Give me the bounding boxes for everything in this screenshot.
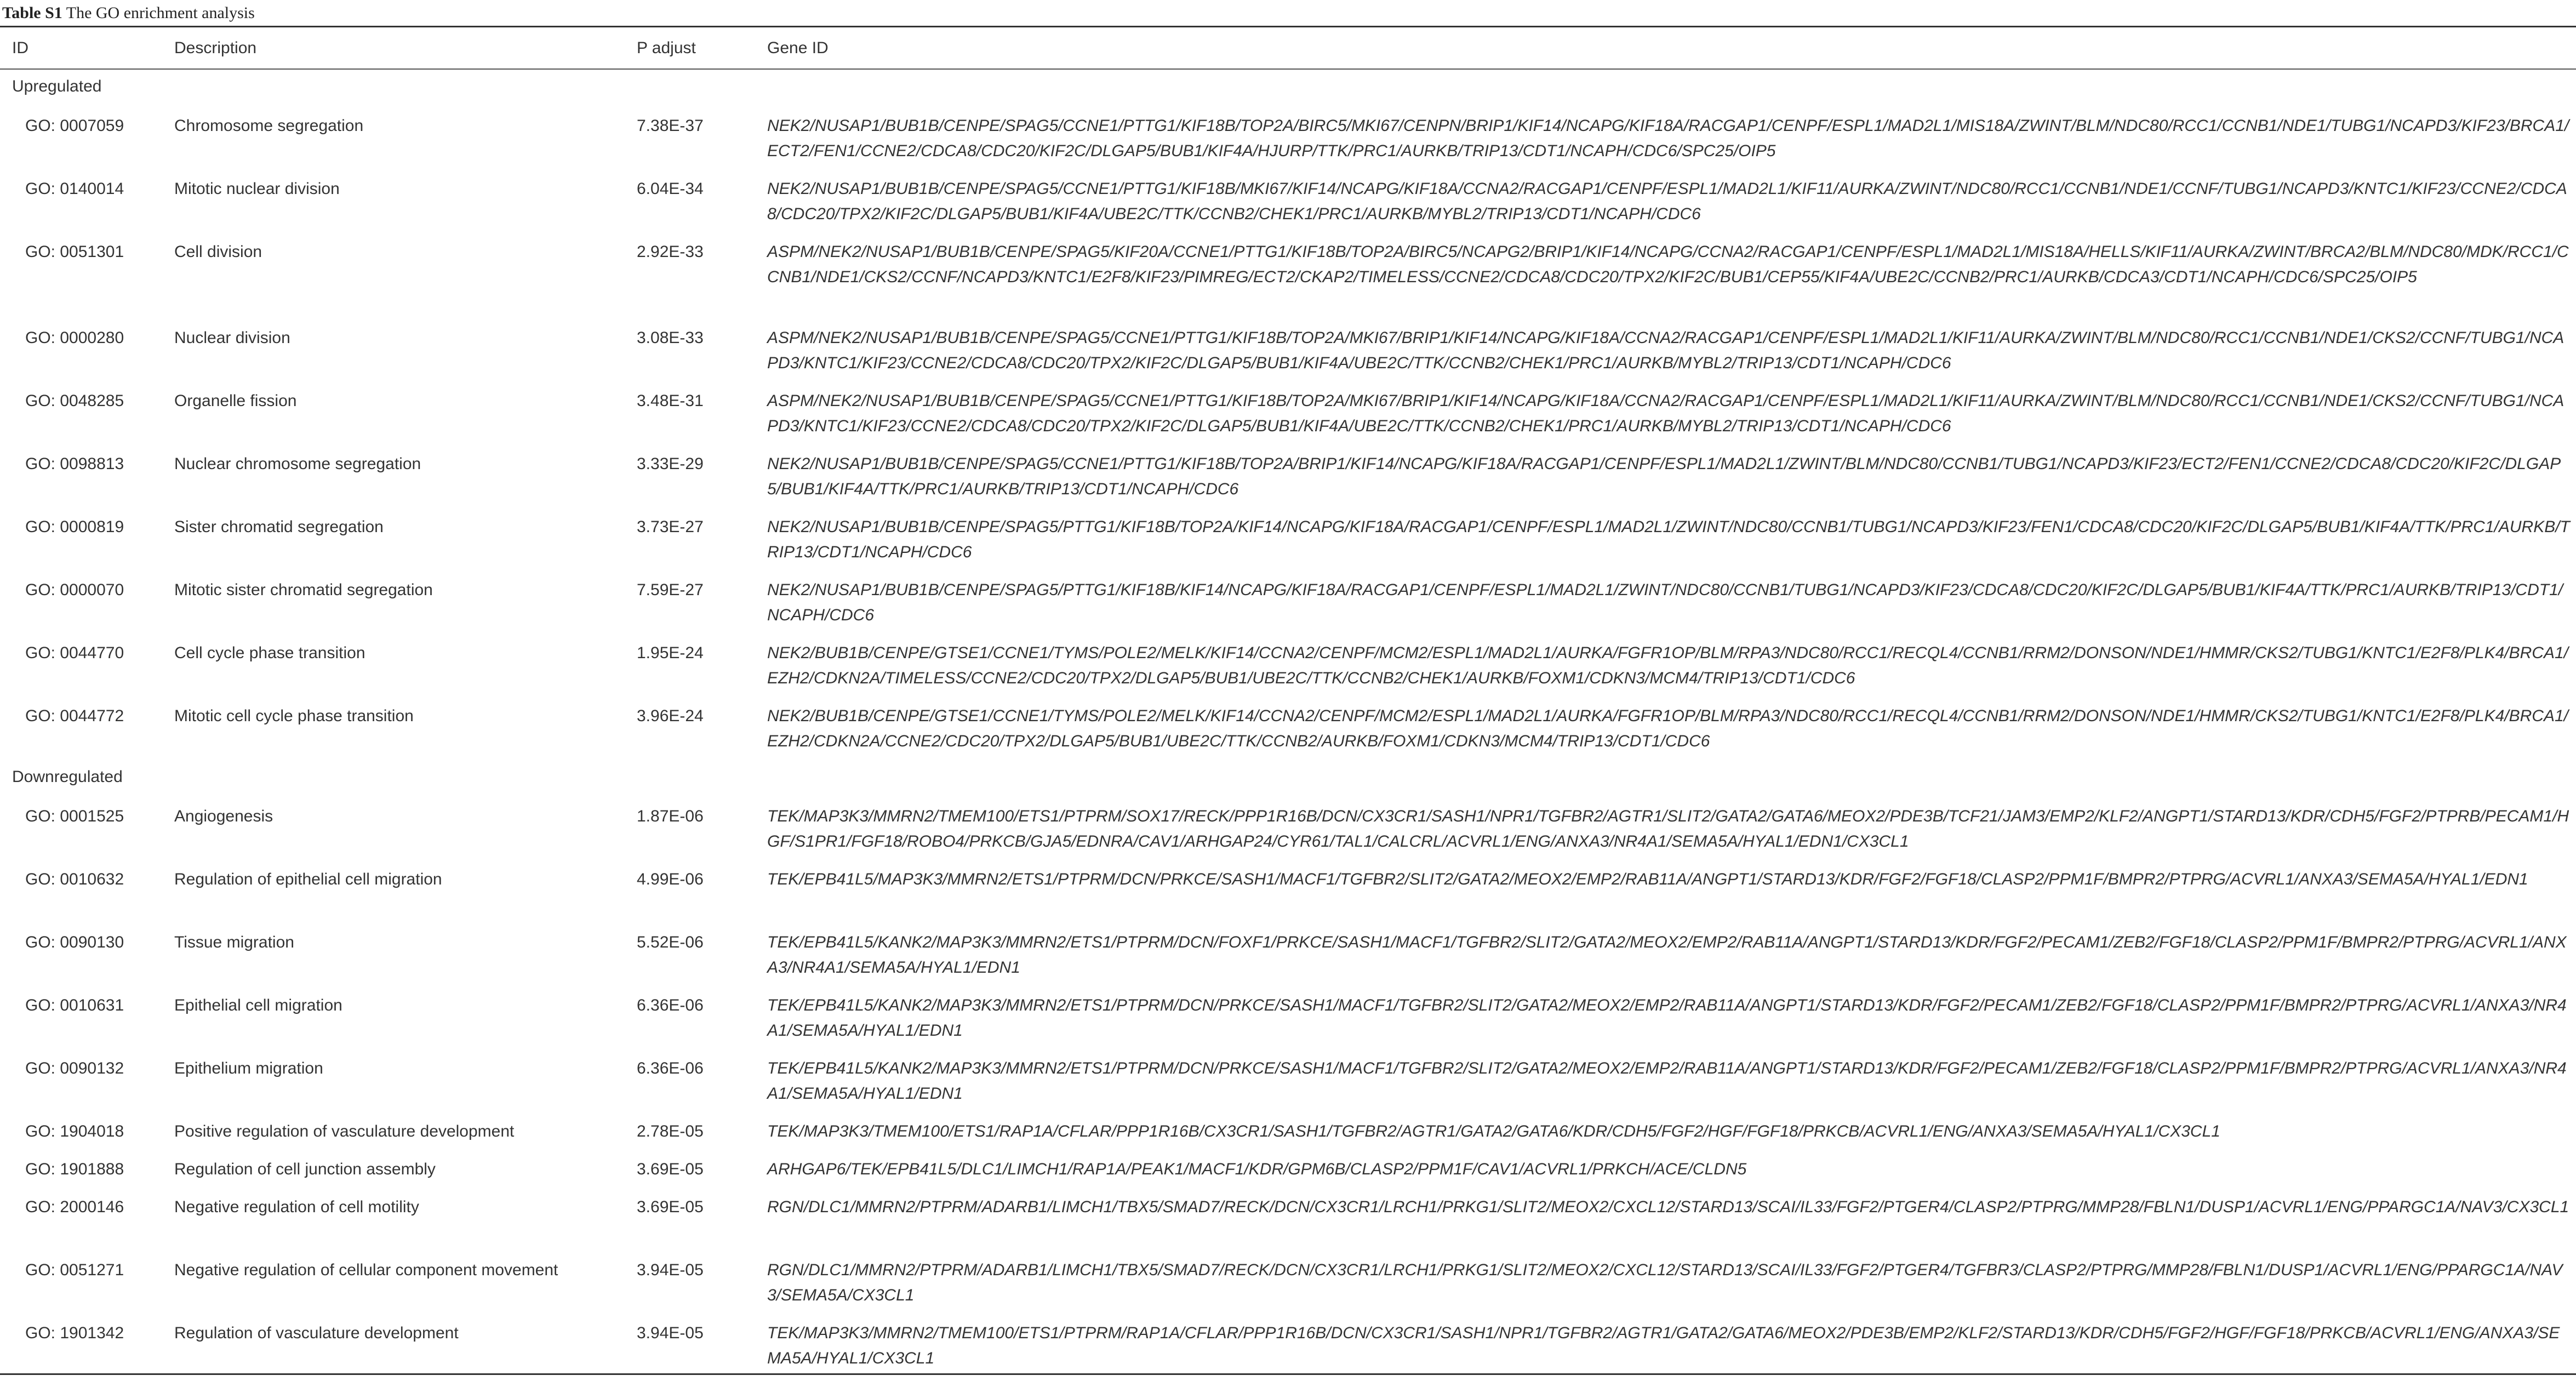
column-header-p-adjust: P adjust xyxy=(637,39,696,57)
go-id-cell: GO: 0010632 xyxy=(25,870,124,888)
gene-id-cell: TEK/MAP3K3/MMRN2/TMEM100/ETS1/PTPRM/SOX17/RECK/PPP1R16B/DCN/CX3CR1/SASH1/NPR1/TGFBR2/AGTR1/SLIT2/GATA2/GATA6/MEOX2/PDE3B/TCF21/JAM3/EMP2/KLF2/ANGPT1/STARD13/KDR/CDH5/FGF2/PTPRB/PECAM1/HGF/S1PR1/FGF18/ROBO4/PRKCB/GJA5/EDNRA/CAV1/ARHGAP24/CYR61/TAL1/CALCRL/ACVRL1/ENG/ANXA3/NR4A1/SEMA5A/HYAL1/EDN1/CX3CL1 xyxy=(767,807,2569,851)
p-adjust-cell: 1.95E-24 xyxy=(637,644,704,662)
description-cell: Cell cycle phase transition xyxy=(174,644,365,662)
description-cell: Regulation of cell junction assembly xyxy=(174,1160,436,1178)
description-cell: Cell division xyxy=(174,243,262,261)
p-adjust-cell: 6.04E-34 xyxy=(637,180,704,198)
p-adjust-cell: 3.94E-05 xyxy=(637,1324,704,1342)
header-rule xyxy=(0,69,2576,70)
gene-id-cell: NEK2/BUB1B/CENPE/GTSE1/CCNE1/TYMS/POLE2/MELK/KIF14/CCNA2/CENPF/MCM2/ESPL1/MAD2L1/AURKA/FGFR1OP/BLM/RPA3/NDC80/RCC1/RECQL4/CCNB1/RRM2/DONSON/NDE1/HMMR/CKS2/TUBG1/KNTC1/E2F8/PLK4/BRCA1/EZH2/CDKN2A/CCNE2/CDC20/TPX2/DLGAP5/BUB1/UBE2C/TTK/CCNB2/AURKB/FOXM1/CDKN3/MCM4/TRIP13/CDT1/CDC6 xyxy=(767,707,2569,750)
description-cell: Mitotic nuclear division xyxy=(174,180,340,198)
go-id-cell: GO: 1901342 xyxy=(25,1324,124,1342)
gene-id-cell: NEK2/NUSAP1/BUB1B/CENPE/SPAG5/CCNE1/PTTG1/KIF18B/TOP2A/BRIP1/KIF14/NCAPG/KIF18A/RACGAP1/CENPF/ESPL1/MAD2L1/ZWINT/BLM/NDC80/CCNB1/TUBG1/NCAPD3/KIF23/ECT2/FEN1/CCNE2/CDCA8/CDC20/KIF2C/DLGAP5/BUB1/KIF4A/TTK/PRC1/AURKB/TRIP13/CDT1/NCAPH/CDC6 xyxy=(767,455,2561,498)
p-adjust-cell: 4.99E-06 xyxy=(637,870,704,888)
description-cell: Epithelial cell migration xyxy=(174,996,342,1014)
description-cell: Mitotic cell cycle phase transition xyxy=(174,707,414,725)
p-adjust-cell: 6.36E-06 xyxy=(637,1059,704,1077)
go-id-cell: GO: 0051301 xyxy=(25,243,124,261)
go-id-cell: GO: 1901888 xyxy=(25,1160,124,1178)
gene-id-cell: ASPM/NEK2/NUSAP1/BUB1B/CENPE/SPAG5/CCNE1/PTTG1/KIF18B/TOP2A/MKI67/BRIP1/KIF14/NCAPG/KIF18A/CCNA2/RACGAP1/CENPF/ESPL1/MAD2L1/KIF11/AURKA/ZWINT/BLM/NDC80/RCC1/CCNB1/NDE1/CKS2/CCNF/TUBG1/NCAPD3/KNTC1/KIF23/CCNE2/CDCA8/CDC20/TPX2/KIF2C/DLGAP5/BUB1/KIF4A/UBE2C/TTK/CCNB2/CHEK1/PRC1/AURKB/MYBL2/TRIP13/CDT1/NCAPH/CDC6 xyxy=(767,392,2564,435)
top-rule xyxy=(0,26,2576,27)
description-cell: Mitotic sister chromatid segregation xyxy=(174,581,433,599)
description-cell: Epithelium migration xyxy=(174,1059,323,1077)
gene-id-cell: RGN/DLC1/MMRN2/PTPRM/ADARB1/LIMCH1/TBX5/SMAD7/RECK/DCN/CX3CR1/LRCH1/PRKG1/SLIT2/MEOX2/CXCL12/STARD13/SCAI/IL33/FGF2/PTGER4/TGFBR3/CLASP2/PTPRG/MMP28/FBLN1/DUSP1/ACVRL1/ENG/PPARGC1A/NAV3/SEMA5A/CX3CL1 xyxy=(767,1261,2563,1304)
gene-id-cell: ASPM/NEK2/NUSAP1/BUB1B/CENPE/SPAG5/KIF20A/CCNE1/PTTG1/KIF18B/TOP2A/BIRC5/NCAPG2/BRIP1/KIF14/NCAPG/CCNA2/RACGAP1/CENPF/ESPL1/MAD2L1/MIS18A/HELLS/KIF11/AURKA/ZWINT/BRCA2/BLM/NDC80/MDK/RCC1/CCNB1/NDE1/CKS2/CCNF/NCAPD3/KNTC1/E2F8/KIF23/PIMREG/ECT2/CKAP2/TIMELESS/CCNE2/CDCA8/CDC20/TPX2/KIF2C/BUB1/CEP55/KIF4A/UBE2C/CCNB2/PRC1/AURKB/CDCA3/CDT1/NCAPH/CDC6/SPC25/OIP5 xyxy=(767,243,2569,286)
group-label: Downregulated xyxy=(12,768,123,786)
description-cell: Nuclear division xyxy=(174,329,290,347)
p-adjust-cell: 7.59E-27 xyxy=(637,581,704,599)
gene-id-cell: RGN/DLC1/MMRN2/PTPRM/ADARB1/LIMCH1/TBX5/SMAD7/RECK/DCN/CX3CR1/LRCH1/PRKG1/SLIT2/MEOX2/CXCL12/STARD13/SCAI/IL33/FGF2/PTGER4/CLASP2/PTPRG/MMP28/FBLN1/DUSP1/ACVRL1/ENG/PPARGC1A/NAV3/CX3CL1 xyxy=(767,1198,2569,1216)
gene-id-cell: TEK/EPB41L5/KANK2/MAP3K3/MMRN2/ETS1/PTPRM/DCN/FOXF1/PRKCE/SASH1/MACF1/TGFBR2/SLIT2/GATA2/MEOX2/EMP2/RAB11A/ANGPT1/STARD13/KDR/FGF2/PECAM1/ZEB2/FGF18/CLASP2/PPM1F/BMPR2/PTPRG/ACVRL1/ANXA3/NR4A1/SEMA5A/HYAL1/EDN1 xyxy=(767,933,2567,977)
go-id-cell: GO: 0000070 xyxy=(25,581,124,599)
go-id-cell: GO: 0001525 xyxy=(25,807,124,825)
p-adjust-cell: 6.36E-06 xyxy=(637,996,704,1014)
p-adjust-cell: 3.08E-33 xyxy=(637,329,704,347)
go-id-cell: GO: 0044770 xyxy=(25,644,124,662)
description-cell: Tissue migration xyxy=(174,933,294,951)
go-id-cell: GO: 0051271 xyxy=(25,1261,124,1279)
p-adjust-cell: 3.73E-27 xyxy=(637,518,704,536)
description-cell: Nuclear chromosome segregation xyxy=(174,455,421,473)
gene-id-cell: NEK2/BUB1B/CENPE/GTSE1/CCNE1/TYMS/POLE2/MELK/KIF14/CCNA2/CENPF/MCM2/ESPL1/MAD2L1/AURKA/FGFR1OP/BLM/RPA3/NDC80/RCC1/RECQL4/CCNB1/RRM2/DONSON/NDE1/HMMR/CKS2/TUBG1/KNTC1/E2F8/PLK4/BRCA1/EZH2/CDKN2A/TIMELESS/CCNE2/CDC20/TPX2/DLGAP5/BUB1/UBE2C/TTK/CCNB2/CHEK1/AURKB/FOXM1/CDKN3/MCM4/TRIP13/CDT1/CDC6 xyxy=(767,644,2569,687)
p-adjust-cell: 3.33E-29 xyxy=(637,455,704,473)
go-id-cell: GO: 0000280 xyxy=(25,329,124,347)
p-adjust-cell: 2.92E-33 xyxy=(637,243,704,261)
description-cell: Positive regulation of vasculature development xyxy=(174,1122,515,1140)
go-id-cell: GO: 0090132 xyxy=(25,1059,124,1077)
p-adjust-cell: 3.48E-31 xyxy=(637,392,704,410)
go-id-cell: GO: 0048285 xyxy=(25,392,124,410)
go-id-cell: GO: 0000819 xyxy=(25,518,124,536)
description-cell: Regulation of vasculature development xyxy=(174,1324,459,1342)
gene-id-cell: NEK2/NUSAP1/BUB1B/CENPE/SPAG5/PTTG1/KIF18B/TOP2A/KIF14/NCAPG/KIF18A/RACGAP1/CENPF/ESPL1/MAD2L1/ZWINT/NDC80/CCNB1/TUBG1/NCAPD3/KIF23/FEN1/CDCA8/CDC20/KIF2C/DLGAP5/BUB1/KIF4A/TTK/PRC1/AURKB/TRIP13/CDT1/NCAPH/CDC6 xyxy=(767,518,2570,561)
p-adjust-cell: 5.52E-06 xyxy=(637,933,704,951)
description-cell: Regulation of epithelial cell migration xyxy=(174,870,442,888)
description-cell: Organelle fission xyxy=(174,392,297,410)
gene-id-cell: TEK/EPB41L5/KANK2/MAP3K3/MMRN2/ETS1/PTPRM/DCN/PRKCE/SASH1/MACF1/TGFBR2/SLIT2/GATA2/MEOX2/EMP2/RAB11A/ANGPT1/STARD13/KDR/FGF2/PECAM1/ZEB2/FGF18/CLASP2/PPM1F/BMPR2/PTPRG/ACVRL1/ANXA3/NR4A1/SEMA5A/HYAL1/EDN1 xyxy=(767,996,2567,1040)
p-adjust-cell: 3.96E-24 xyxy=(637,707,704,725)
column-header-id: ID xyxy=(12,39,28,57)
gene-id-cell: NEK2/NUSAP1/BUB1B/CENPE/SPAG5/CCNE1/PTTG1/KIF18B/MKI67/KIF14/NCAPG/KIF18A/CCNA2/RACGAP1/CENPF/ESPL1/MAD2L1/KIF11/AURKA/ZWINT/NDC80/RCC1/CCNB1/NDE1/CCNF/TUBG1/NCAPD3/KNTC1/KIF23/CCNE2/CDCA8/CDC20/TPX2/KIF2C/DLGAP5/BUB1/KIF4A/UBE2C/TTK/CCNB2/CHEK1/PRC1/AURKB/MYBL2/TRIP13/CDT1/NCAPH/CDC6 xyxy=(767,180,2567,223)
table-caption-label: Table S1 xyxy=(2,4,62,22)
p-adjust-cell: 3.69E-05 xyxy=(637,1160,704,1178)
group-label: Upregulated xyxy=(12,77,102,95)
gene-id-cell: NEK2/NUSAP1/BUB1B/CENPE/SPAG5/CCNE1/PTTG1/KIF18B/TOP2A/BIRC5/MKI67/CENPN/BRIP1/KIF14/NCAPG/KIF18A/RACGAP1/CENPF/ESPL1/MAD2L1/MIS18A/ZWINT/BLM/NDC80/RCC1/CCNB1/NDE1/TUBG1/NCAPD3/KIF23/BRCA1/ECT2/FEN1/CCNE2/CDCA8/CDC20/KIF2C/DLGAP5/BUB1/KIF4A/HJURP/TTK/PRC1/AURKB/TRIP13/CDT1/NCAPH/CDC6/SPC25/OIP5 xyxy=(767,117,2569,160)
description-cell: Sister chromatid segregation xyxy=(174,518,384,536)
go-id-cell: GO: 0098813 xyxy=(25,455,124,473)
go-id-cell: GO: 1904018 xyxy=(25,1122,124,1140)
gene-id-cell: TEK/MAP3K3/TMEM100/ETS1/RAP1A/CFLAR/PPP1R16B/CX3CR1/SASH1/TGFBR2/AGTR1/GATA2/GATA6/KDR/CDH5/FGF2/HGF/FGF18/PRKCB/ACVRL1/ENG/ANXA3/SEMA5A/HYAL1/CX3CL1 xyxy=(767,1122,2220,1140)
gene-id-cell: ASPM/NEK2/NUSAP1/BUB1B/CENPE/SPAG5/CCNE1/PTTG1/KIF18B/TOP2A/MKI67/BRIP1/KIF14/NCAPG/KIF18A/CCNA2/RACGAP1/CENPF/ESPL1/MAD2L1/KIF11/AURKA/ZWINT/BLM/NDC80/RCC1/CCNB1/NDE1/CKS2/CCNF/TUBG1/NCAPD3/KNTC1/KIF23/CCNE2/CDCA8/CDC20/TPX2/KIF2C/DLGAP5/BUB1/KIF4A/UBE2C/TTK/CCNB2/CHEK1/PRC1/AURKB/MYBL2/TRIP13/CDT1/NCAPH/CDC6 xyxy=(767,329,2564,372)
go-id-cell: GO: 2000146 xyxy=(25,1198,124,1216)
p-adjust-cell: 7.38E-37 xyxy=(637,117,704,135)
table-caption xyxy=(2,1,255,25)
description-cell: Negative regulation of cellular component movement xyxy=(174,1261,558,1279)
gene-id-cell: NEK2/NUSAP1/BUB1B/CENPE/SPAG5/PTTG1/KIF18B/KIF14/NCAPG/KIF18A/RACGAP1/CENPF/ESPL1/MAD2L1/ZWINT/NDC80/CCNB1/TUBG1/NCAPD3/KIF23/CDCA8/CDC20/KIF2C/DLGAP5/BUB1/KIF4A/TTK/PRC1/AURKB/TRIP13/CDT1/NCAPH/CDC6 xyxy=(767,581,2563,624)
column-header-gene-id: Gene ID xyxy=(767,39,829,57)
description-cell: Negative regulation of cell motility xyxy=(174,1198,419,1216)
go-id-cell: GO: 0090130 xyxy=(25,933,124,951)
description-cell: Angiogenesis xyxy=(174,807,273,825)
gene-id-cell: TEK/EPB41L5/MAP3K3/MMRN2/ETS1/PTPRM/DCN/PRKCE/SASH1/MACF1/TGFBR2/SLIT2/GATA2/MEOX2/EMP2/RAB11A/ANGPT1/STARD13/KDR/FGF2/FGF18/CLASP2/PPM1F/BMPR2/PTPRG/ACVRL1/ANXA3/SEMA5A/HYAL1/EDN1 xyxy=(767,870,2528,888)
go-id-cell: GO: 0010631 xyxy=(25,996,124,1014)
gene-id-cell: ARHGAP6/TEK/EPB41L5/DLC1/LIMCH1/RAP1A/PEAK1/MACF1/KDR/GPM6B/CLASP2/PPM1F/CAV1/ACVRL1/PRKCH/ACE/CLDN5 xyxy=(767,1160,1747,1178)
gene-id-cell: TEK/EPB41L5/KANK2/MAP3K3/MMRN2/ETS1/PTPRM/DCN/PRKCE/SASH1/MACF1/TGFBR2/SLIT2/GATA2/MEOX2/EMP2/RAB11A/ANGPT1/STARD13/KDR/FGF2/PECAM1/ZEB2/FGF18/CLASP2/PPM1F/BMPR2/PTPRG/ACVRL1/ANXA3/NR4A1/SEMA5A/HYAL1/EDN1 xyxy=(767,1059,2567,1103)
p-adjust-cell: 3.94E-05 xyxy=(637,1261,704,1279)
gene-id-cell: TEK/MAP3K3/MMRN2/TMEM100/ETS1/PTPRM/RAP1A/CFLAR/PPP1R16B/DCN/CX3CR1/SASH1/NPR1/TGFBR2/AGTR1/GATA2/GATA6/MEOX2/PDE3B/EMP2/KLF2/STARD13/KDR/CDH5/FGF2/HGF/FGF18/PRKCB/ACVRL1/ENG/ANXA3/SEMA5A/HYAL1/CX3CL1 xyxy=(767,1324,2560,1367)
bottom-rule xyxy=(0,1373,2576,1375)
go-id-cell: GO: 0044772 xyxy=(25,707,124,725)
table-caption-text: The GO enrichment analysis xyxy=(66,4,255,22)
column-header-description: Description xyxy=(174,39,257,57)
p-adjust-cell: 3.69E-05 xyxy=(637,1198,704,1216)
p-adjust-cell: 2.78E-05 xyxy=(637,1122,704,1140)
go-id-cell: GO: 0007059 xyxy=(25,117,124,135)
go-id-cell: GO: 0140014 xyxy=(25,180,124,198)
p-adjust-cell: 1.87E-06 xyxy=(637,807,704,825)
description-cell: Chromosome segregation xyxy=(174,117,364,135)
